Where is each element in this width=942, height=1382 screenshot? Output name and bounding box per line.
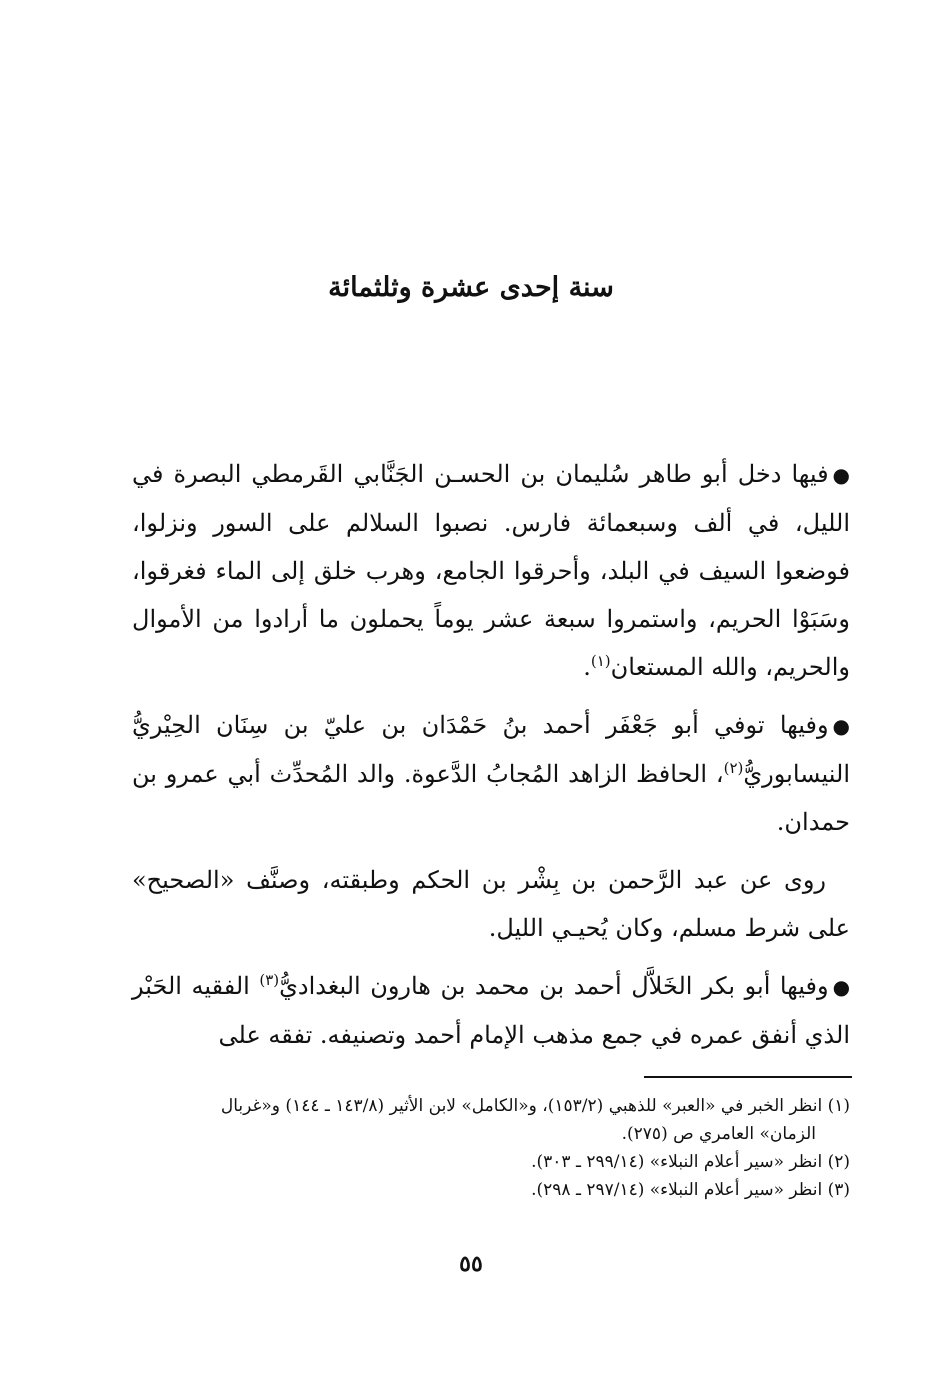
footnote-3-line-1: (٣) انظر «سير أعلام النبلاء» (٢٩٧/١٤ ـ ٢٩٨). [531, 1180, 850, 1200]
paragraph-2 [132, 701, 850, 846]
paragraph-1-end: . [583, 653, 591, 681]
paragraph-3-text: روى عن عبد الرَّحمن بن بِشْر بن الحكم وطبقته، وصنَّف «الصحيح» على شرط مسلم، وكان يُحيـي الليل. [132, 866, 850, 942]
footnote-2-line-1: (٢) انظر «سير أعلام النبلاء» (٢٩٩/١٤ ـ ٣٠٣). [531, 1152, 850, 1172]
footnote-2 [132, 1148, 850, 1176]
paragraph-4-text: وفيها أبو بكر الخَلاَّل أحمد بن محمد بن هارون البغداديُّ [279, 972, 829, 1000]
page-title: سنة إحدى عشرة وثلثمائة [328, 272, 614, 303]
footnote-ref-3: (٣) [259, 971, 280, 989]
bullet-icon: ● [832, 714, 850, 738]
footnote-ref-2: (٢) [723, 759, 744, 777]
footnote-1 [132, 1092, 850, 1148]
footnote-1-line-1: (١) انظر الخبر في «العبر» للذهبي (١٥٣/٢)، و«الكامل» لابن الأثير (١٤٣/٨ ـ ١٤٤) و«غربال [220, 1096, 850, 1116]
footnote-ref-1: (١) [590, 652, 611, 670]
footnote-3 [132, 1176, 850, 1204]
paragraph-1 [132, 450, 850, 691]
paragraph-4-tail: الفقيه الحَبْر الذي أنفق عمره في جمع مذهب الإمام أحمد وتصنيفه. تفقه على [132, 972, 850, 1049]
paragraph-3 [132, 856, 850, 952]
footnote-divider [644, 1076, 852, 1078]
footnotes [132, 1092, 850, 1204]
paragraph-2-tail: ، الحافظ الزاهد المُجابُ الدَّعوة. والد المُحدِّث أبي عمرو بن حمدان. [132, 760, 850, 836]
bullet-icon: ● [832, 975, 851, 999]
bullet-icon: ● [832, 463, 850, 487]
footnote-1-line-2: الزمان» العامري ص (٢٧٥). [621, 1124, 816, 1144]
paragraph-1-text: فيها دخل أبو طاهر سُليمان بن الحسـن الجَنَّابي القَرمطي البصرة في الليل، في ألف وسبعمائة فارس. نصبوا السلالم على السور ونزلوا، فوضعوا السيف في البلد، وأحرقوا الجامع، وهرب خلق إلى الماء فغرقوا، وسَبَوْا الحريم، واستمروا سبعة عشر يوماً يحملون ما أرادوا من الأموال والحريم، والله المستعان [132, 460, 850, 681]
paragraph-2-text: وفيها توفي أبو جَعْفَر أحمد بنُ حَمْدَان بن عليّ بن سِنَان الحِيْريُّ النيسابوريُّ [132, 711, 850, 788]
page-number: ٥٥ [459, 1251, 483, 1277]
main-text [132, 450, 850, 1069]
paragraph-4 [132, 962, 850, 1059]
